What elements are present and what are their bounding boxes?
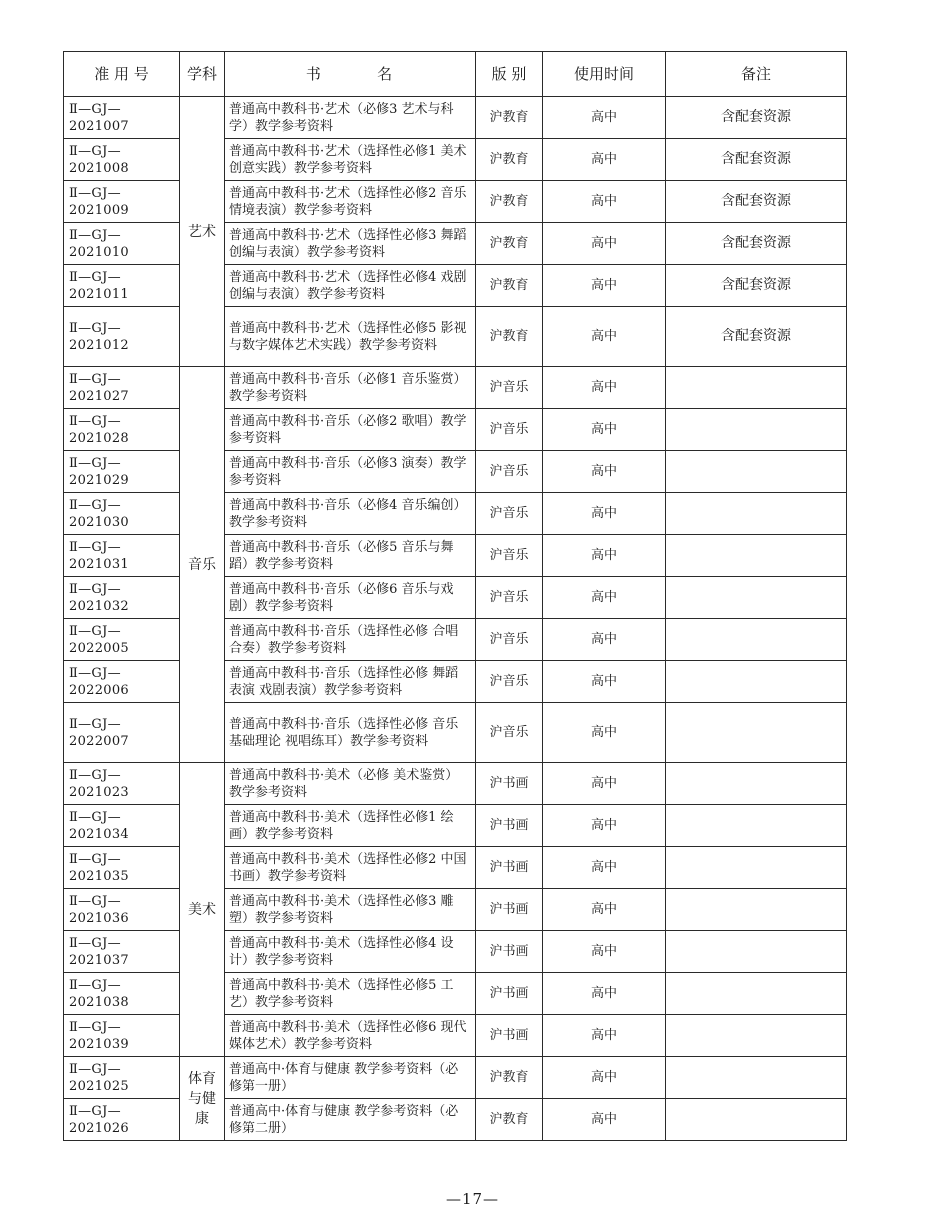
- book-title-cell: 普通高中教科书·美术（选择性必修6 现代媒体艺术）教学参考资料: [225, 1015, 476, 1057]
- book-title-cell: 普通高中教科书·美术（选择性必修4 设计）教学参考资料: [225, 931, 476, 973]
- book-title-cell: 普通高中教科书·音乐（必修5 音乐与舞蹈）教学参考资料: [225, 535, 476, 577]
- approval-number-cell: Ⅱ—GJ—2021008: [64, 139, 180, 181]
- approval-number-cell: Ⅱ—GJ—2021036: [64, 889, 180, 931]
- publisher-cell: 沪教育: [476, 139, 543, 181]
- subject-cell: 体育与健康: [180, 1057, 225, 1141]
- table-header-row: [64, 52, 847, 97]
- book-title-cell: 普通高中教科书·艺术（选择性必修1 美术创意实践）教学参考资料: [225, 139, 476, 181]
- publisher-cell: 沪音乐: [476, 577, 543, 619]
- note-cell: 含配套资源: [666, 181, 847, 223]
- publisher-cell: 沪音乐: [476, 367, 543, 409]
- approval-number-cell: Ⅱ—GJ—2022006: [64, 661, 180, 703]
- publisher-cell: 沪书画: [476, 763, 543, 805]
- approval-number-cell: Ⅱ—GJ—2021010: [64, 223, 180, 265]
- usage-period-cell: 高中: [543, 847, 666, 889]
- note-cell: [666, 451, 847, 493]
- publisher-cell: 沪教育: [476, 223, 543, 265]
- approval-number-cell: Ⅱ—GJ—2021026: [64, 1099, 180, 1141]
- approval-number-cell: Ⅱ—GJ—2022007: [64, 703, 180, 763]
- note-cell: 含配套资源: [666, 307, 847, 367]
- usage-period-cell: 高中: [543, 973, 666, 1015]
- approval-number-cell: Ⅱ—GJ—2021035: [64, 847, 180, 889]
- book-title-cell: 普通高中教科书·美术（选择性必修5 工艺）教学参考资料: [225, 973, 476, 1015]
- publisher-cell: 沪教育: [476, 307, 543, 367]
- header-approval-number: 准 用 号: [64, 52, 180, 97]
- book-title-cell: 普通高中教科书·美术（选择性必修2 中国书画）教学参考资料: [225, 847, 476, 889]
- subject-cell: 美术: [180, 763, 225, 1057]
- note-cell: [666, 661, 847, 703]
- approval-number-cell: Ⅱ—GJ—2021039: [64, 1015, 180, 1057]
- approval-number-cell: Ⅱ—GJ—2021038: [64, 973, 180, 1015]
- publisher-cell: 沪音乐: [476, 661, 543, 703]
- note-cell: 含配套资源: [666, 139, 847, 181]
- book-title-cell: 普通高中教科书·音乐（选择性必修 舞蹈表演 戏剧表演）教学参考资料: [225, 661, 476, 703]
- note-cell: [666, 703, 847, 763]
- publisher-cell: 沪书画: [476, 847, 543, 889]
- book-title-cell: 普通高中教科书·艺术（选择性必修3 舞蹈创编与表演）教学参考资料: [225, 223, 476, 265]
- subject-cell: 音乐: [180, 367, 225, 763]
- publisher-cell: 沪教育: [476, 1099, 543, 1141]
- note-cell: [666, 973, 847, 1015]
- usage-period-cell: 高中: [543, 265, 666, 307]
- approval-number-cell: Ⅱ—GJ—2021023: [64, 763, 180, 805]
- publisher-cell: 沪音乐: [476, 619, 543, 661]
- usage-period-cell: 高中: [543, 451, 666, 493]
- usage-period-cell: 高中: [543, 889, 666, 931]
- note-cell: 含配套资源: [666, 97, 847, 139]
- publisher-cell: 沪音乐: [476, 493, 543, 535]
- publisher-cell: 沪音乐: [476, 535, 543, 577]
- usage-period-cell: 高中: [543, 367, 666, 409]
- approval-number-cell: Ⅱ—GJ—2021011: [64, 265, 180, 307]
- usage-period-cell: 高中: [543, 223, 666, 265]
- book-title-cell: 普通高中教科书·美术（选择性必修1 绘画）教学参考资料: [225, 805, 476, 847]
- approval-number-cell: Ⅱ—GJ—2021028: [64, 409, 180, 451]
- book-title-cell: 普通高中教科书·音乐（必修1 音乐鉴赏）教学参考资料: [225, 367, 476, 409]
- table-row: [64, 763, 847, 805]
- book-title-cell: 普通高中教科书·音乐（必修4 音乐编创）教学参考资料: [225, 493, 476, 535]
- usage-period-cell: 高中: [543, 307, 666, 367]
- book-title-cell: 普通高中教科书·音乐（必修3 演奏）教学参考资料: [225, 451, 476, 493]
- note-cell: [666, 763, 847, 805]
- note-cell: [666, 1099, 847, 1141]
- note-cell: [666, 1015, 847, 1057]
- header-book-title: 书 名: [225, 52, 476, 97]
- note-cell: [666, 889, 847, 931]
- publisher-cell: 沪音乐: [476, 703, 543, 763]
- header-usage-period: 使用时间: [543, 52, 666, 97]
- approval-number-cell: Ⅱ—GJ—2021037: [64, 931, 180, 973]
- subject-cell: 艺术: [180, 97, 225, 367]
- usage-period-cell: 高中: [543, 577, 666, 619]
- publisher-cell: 沪教育: [476, 181, 543, 223]
- book-title-cell: 普通高中教科书·音乐（选择性必修 合唱 合奏）教学参考资料: [225, 619, 476, 661]
- usage-period-cell: 高中: [543, 139, 666, 181]
- approval-number-cell: Ⅱ—GJ—2021025: [64, 1057, 180, 1099]
- header-publisher: 版 别: [476, 52, 543, 97]
- usage-period-cell: 高中: [543, 181, 666, 223]
- publisher-cell: 沪书画: [476, 889, 543, 931]
- table-row: [64, 367, 847, 409]
- publisher-cell: 沪书画: [476, 1015, 543, 1057]
- note-cell: [666, 1057, 847, 1099]
- usage-period-cell: 高中: [543, 619, 666, 661]
- approval-number-cell: Ⅱ—GJ—2022005: [64, 619, 180, 661]
- note-cell: [666, 409, 847, 451]
- usage-period-cell: 高中: [543, 1057, 666, 1099]
- usage-period-cell: 高中: [543, 493, 666, 535]
- publisher-cell: 沪教育: [476, 97, 543, 139]
- table-row: [64, 1057, 847, 1099]
- table-row: [64, 97, 847, 139]
- usage-period-cell: 高中: [543, 409, 666, 451]
- book-title-cell: 普通高中教科书·美术（选择性必修3 雕塑）教学参考资料: [225, 889, 476, 931]
- book-title-cell: 普通高中教科书·艺术（选择性必修4 戏剧创编与表演）教学参考资料: [225, 265, 476, 307]
- approval-number-cell: Ⅱ—GJ—2021030: [64, 493, 180, 535]
- approval-number-cell: Ⅱ—GJ—2021034: [64, 805, 180, 847]
- publisher-cell: 沪音乐: [476, 409, 543, 451]
- approval-number-cell: Ⅱ—GJ—2021007: [64, 97, 180, 139]
- book-title-cell: 普通高中教科书·音乐（选择性必修 音乐基础理论 视唱练耳）教学参考资料: [225, 703, 476, 763]
- approval-number-cell: Ⅱ—GJ—2021009: [64, 181, 180, 223]
- publisher-cell: 沪书画: [476, 931, 543, 973]
- header-note: 备注: [666, 52, 847, 97]
- usage-period-cell: 高中: [543, 1015, 666, 1057]
- publisher-cell: 沪书画: [476, 973, 543, 1015]
- publisher-cell: 沪教育: [476, 1057, 543, 1099]
- book-title-cell: 普通高中教科书·艺术（必修3 艺术与科学）教学参考资料: [225, 97, 476, 139]
- book-title-cell: 普通高中教科书·美术（必修 美术鉴赏）教学参考资料: [225, 763, 476, 805]
- note-cell: [666, 931, 847, 973]
- usage-period-cell: 高中: [543, 661, 666, 703]
- approval-number-cell: Ⅱ—GJ—2021029: [64, 451, 180, 493]
- note-cell: [666, 619, 847, 661]
- book-title-cell: 普通高中教科书·音乐（必修2 歌唱）教学参考资料: [225, 409, 476, 451]
- book-title-cell: 普通高中·体育与健康 教学参考资料（必修第一册）: [225, 1057, 476, 1099]
- note-cell: [666, 847, 847, 889]
- note-cell: 含配套资源: [666, 223, 847, 265]
- book-title-cell: 普通高中教科书·音乐（必修6 音乐与戏剧）教学参考资料: [225, 577, 476, 619]
- book-title-cell: 普通高中教科书·艺术（选择性必修2 音乐情境表演）教学参考资料: [225, 181, 476, 223]
- note-cell: [666, 367, 847, 409]
- publisher-cell: 沪教育: [476, 265, 543, 307]
- approval-number-cell: Ⅱ—GJ—2021031: [64, 535, 180, 577]
- note-cell: [666, 535, 847, 577]
- approval-number-cell: Ⅱ—GJ—2021032: [64, 577, 180, 619]
- usage-period-cell: 高中: [543, 97, 666, 139]
- note-cell: [666, 805, 847, 847]
- note-cell: [666, 493, 847, 535]
- usage-period-cell: 高中: [543, 535, 666, 577]
- approval-number-cell: Ⅱ—GJ—2021012: [64, 307, 180, 367]
- book-title-cell: 普通高中·体育与健康 教学参考资料（必修第二册）: [225, 1099, 476, 1141]
- publisher-cell: 沪书画: [476, 805, 543, 847]
- note-cell: [666, 577, 847, 619]
- publisher-cell: 沪音乐: [476, 451, 543, 493]
- usage-period-cell: 高中: [543, 763, 666, 805]
- textbook-catalog-table: [63, 51, 847, 1141]
- header-subject: 学科: [180, 52, 225, 97]
- book-title-cell: 普通高中教科书·艺术（选择性必修5 影视与数字媒体艺术实践）教学参考资料: [225, 307, 476, 367]
- page-number: —17—: [445, 1190, 500, 1208]
- usage-period-cell: 高中: [543, 703, 666, 763]
- approval-number-cell: Ⅱ—GJ—2021027: [64, 367, 180, 409]
- note-cell: 含配套资源: [666, 265, 847, 307]
- usage-period-cell: 高中: [543, 1099, 666, 1141]
- usage-period-cell: 高中: [543, 931, 666, 973]
- usage-period-cell: 高中: [543, 805, 666, 847]
